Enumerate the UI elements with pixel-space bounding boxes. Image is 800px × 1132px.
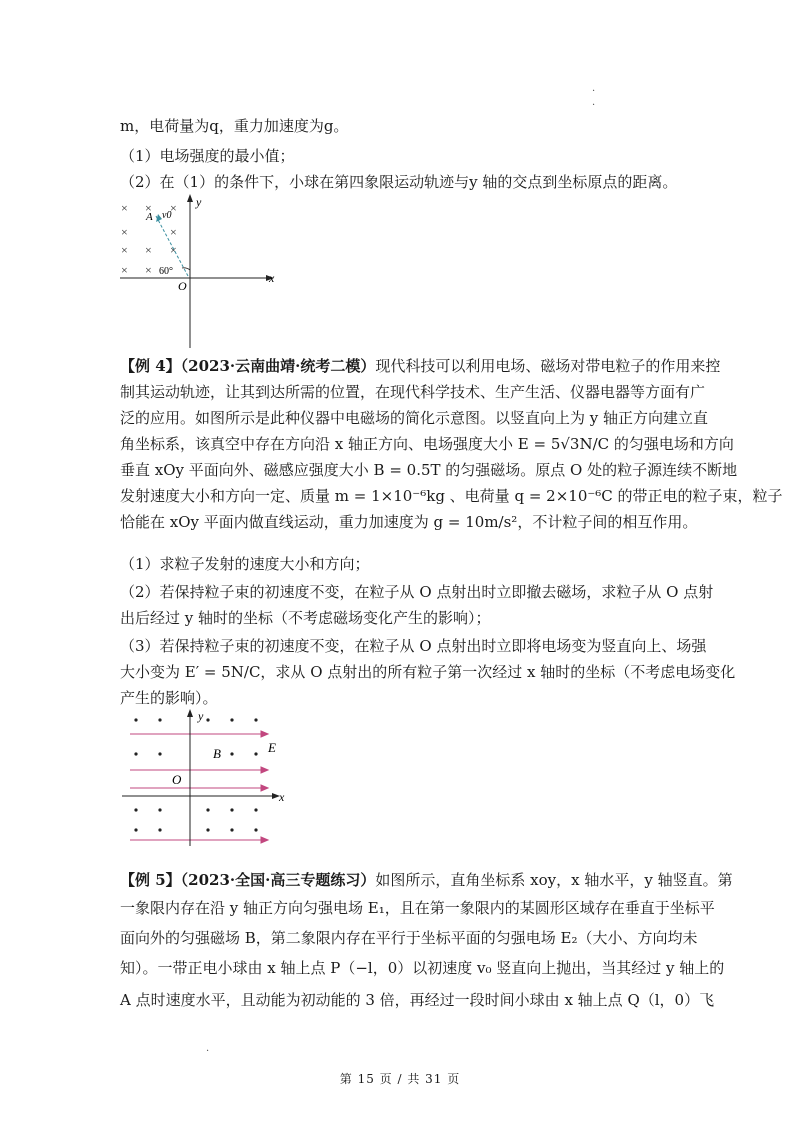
field-arrow xyxy=(261,785,268,791)
example-5-line: 知）。一带正电小球由 x 轴上点 P（−l，0）以初速度 v₀ 竖直向上抛出，当其经过 y 轴上的 xyxy=(120,959,725,977)
example-4-text: 现代科技可以利用电场、磁场对带电粒子的作用来控 xyxy=(375,357,721,375)
example-4-line: 泛的应用。如图所示是此种仪器中电磁场的简化示意图。以竖直向上为 y 轴正方向建立直 xyxy=(120,409,709,427)
example-4-line: 发射速度大小和方向一定、质量 m = 1×10⁻⁶kg 、电荷量 q = 2×10⁻⁶C 的带正电的粒子束，粒子 xyxy=(120,487,783,505)
cross-mark: × xyxy=(170,201,177,215)
y-axis-arrow xyxy=(187,194,193,202)
origin-label: O xyxy=(172,772,182,787)
field-dot xyxy=(230,718,233,721)
x-axis-label: x xyxy=(279,790,285,804)
example-5-text: 如图所示，直角坐标系 xoy，x 轴水平，y 轴竖直。第 xyxy=(375,871,733,889)
y-axis-label: y xyxy=(196,195,202,209)
example-5-tag: 【例 5】 xyxy=(120,871,181,889)
field-dot xyxy=(230,752,233,755)
example-4-source: （2023·云南曲靖·统考二模） xyxy=(180,357,376,375)
magnetic-field-dots xyxy=(134,718,257,831)
cross-mark: × xyxy=(170,243,177,257)
field-dot xyxy=(206,828,209,831)
cross-mark: × xyxy=(121,263,128,277)
field-dot xyxy=(254,752,257,755)
field-dot xyxy=(254,718,257,721)
example-4-question: （3）若保持粒子束的初速度不变，在粒子从 O 点射出时立即将电场变为竖直向上、场强 xyxy=(120,637,707,655)
field-dot xyxy=(134,808,137,811)
example-4-line: 垂直 xOy 平面向外、磁感应强度大小 B = 0.5T 的匀强磁场。原点 O 处的粒子源连续不断地 xyxy=(120,461,738,479)
field-dot xyxy=(158,828,161,831)
field-dot xyxy=(230,808,233,811)
field-arrow xyxy=(261,767,268,773)
example-4-question: 出后经过 y 轴时的坐标（不考虑磁场变化产生的影响）； xyxy=(120,609,491,627)
intro-line: m，电荷量为q，重力加速度为g。 xyxy=(120,117,349,135)
example-5-line: 面向外的匀强磁场 B，第二象限内存在平行于坐标平面的匀强电场 E₂（大小、方向均未 xyxy=(120,929,698,947)
cross-mark: × xyxy=(170,225,177,239)
field-dot xyxy=(206,808,209,811)
field-dot xyxy=(230,828,233,831)
scan-dot: · xyxy=(592,86,596,97)
example-4-question: 产生的影响）。 xyxy=(120,689,218,707)
cross-mark: × xyxy=(145,263,152,277)
figure-2-diagram xyxy=(118,706,294,852)
figure-1-diagram xyxy=(112,192,282,352)
page-footer: 第 15 页 / 共 31 页 xyxy=(339,1072,461,1086)
field-dot xyxy=(254,808,257,811)
point-a-label: A xyxy=(146,211,153,223)
magnetic-field-label: B xyxy=(213,746,221,761)
electric-field-lines xyxy=(130,731,268,843)
scan-dot: · xyxy=(206,1046,210,1057)
field-arrow xyxy=(261,837,268,843)
example-5-source: （2023·全国·高三专题练习） xyxy=(180,871,376,889)
example-5-line-1 xyxy=(120,870,733,890)
field-dot xyxy=(134,718,137,721)
example-4-line: 恰能在 xOy 平面内做直线运动，重力加速度为 g = 10m/s²，不计粒子间的相互作用。 xyxy=(120,513,698,531)
question-1: （1）电场强度的最小值； xyxy=(120,147,295,165)
example-4-tag: 【例 4】 xyxy=(120,357,181,375)
scan-dot: · xyxy=(592,100,596,111)
example-5-line: 一象限内存在沿 y 轴正方向匀强电场 E₁，且在第一象限内的某圆形区域存在垂直于坐标平 xyxy=(120,899,715,917)
example-4-line: 制其运动轨迹，让其到达所需的位置，在现代科学技术、生产生活、仪器电器等方面有广 xyxy=(120,383,706,401)
field-dot xyxy=(206,718,209,721)
field-dot xyxy=(134,752,137,755)
example-4-line-1 xyxy=(120,356,721,376)
angle-label: 60° xyxy=(159,266,173,277)
y-axis-label: y xyxy=(198,709,204,723)
example-4-question: （1）求粒子发射的速度大小和方向； xyxy=(120,555,370,573)
electric-field-label: E xyxy=(268,740,276,755)
field-dot xyxy=(254,828,257,831)
field-dot xyxy=(158,752,161,755)
field-arrow xyxy=(261,731,268,737)
example-4-question: （2）若保持粒子束的初速度不变，在粒子从 O 点射出时立即撤去磁场，求粒子从 O 点射 xyxy=(120,583,714,601)
field-dot xyxy=(158,718,161,721)
field-dot xyxy=(158,808,161,811)
cross-mark: × xyxy=(145,201,152,215)
velocity-label: v0 xyxy=(162,210,172,221)
example-4-line: 角坐标系，该真空中存在方向沿 x 轴正方向、电场强度大小 E = 5√3N/C 的匀强电场和方向 xyxy=(120,435,734,453)
question-2: （2）在（1）的条件下，小球在第四象限运动轨迹与y 轴的交点到坐标原点的距离。 xyxy=(120,173,678,191)
cross-mark: × xyxy=(121,201,128,215)
origin-label: O xyxy=(178,279,187,293)
angle-arc xyxy=(182,268,190,270)
x-axis-label: x xyxy=(269,271,275,285)
cross-mark: × xyxy=(121,243,128,257)
field-dot xyxy=(134,828,137,831)
y-axis-arrow xyxy=(187,709,193,717)
example-5-line: A 点时速度水平，且动能为初动能的 3 倍，再经过一段时间小球由 x 轴上点 Q（l，0）飞 xyxy=(120,991,715,1009)
cross-mark: × xyxy=(145,243,152,257)
cross-mark: × xyxy=(121,225,128,239)
example-4-question: 大小变为 E′ = 5N/C，求从 O 点射出的所有粒子第一次经过 x 轴时的坐标（不考虑电场变化 xyxy=(120,663,736,681)
